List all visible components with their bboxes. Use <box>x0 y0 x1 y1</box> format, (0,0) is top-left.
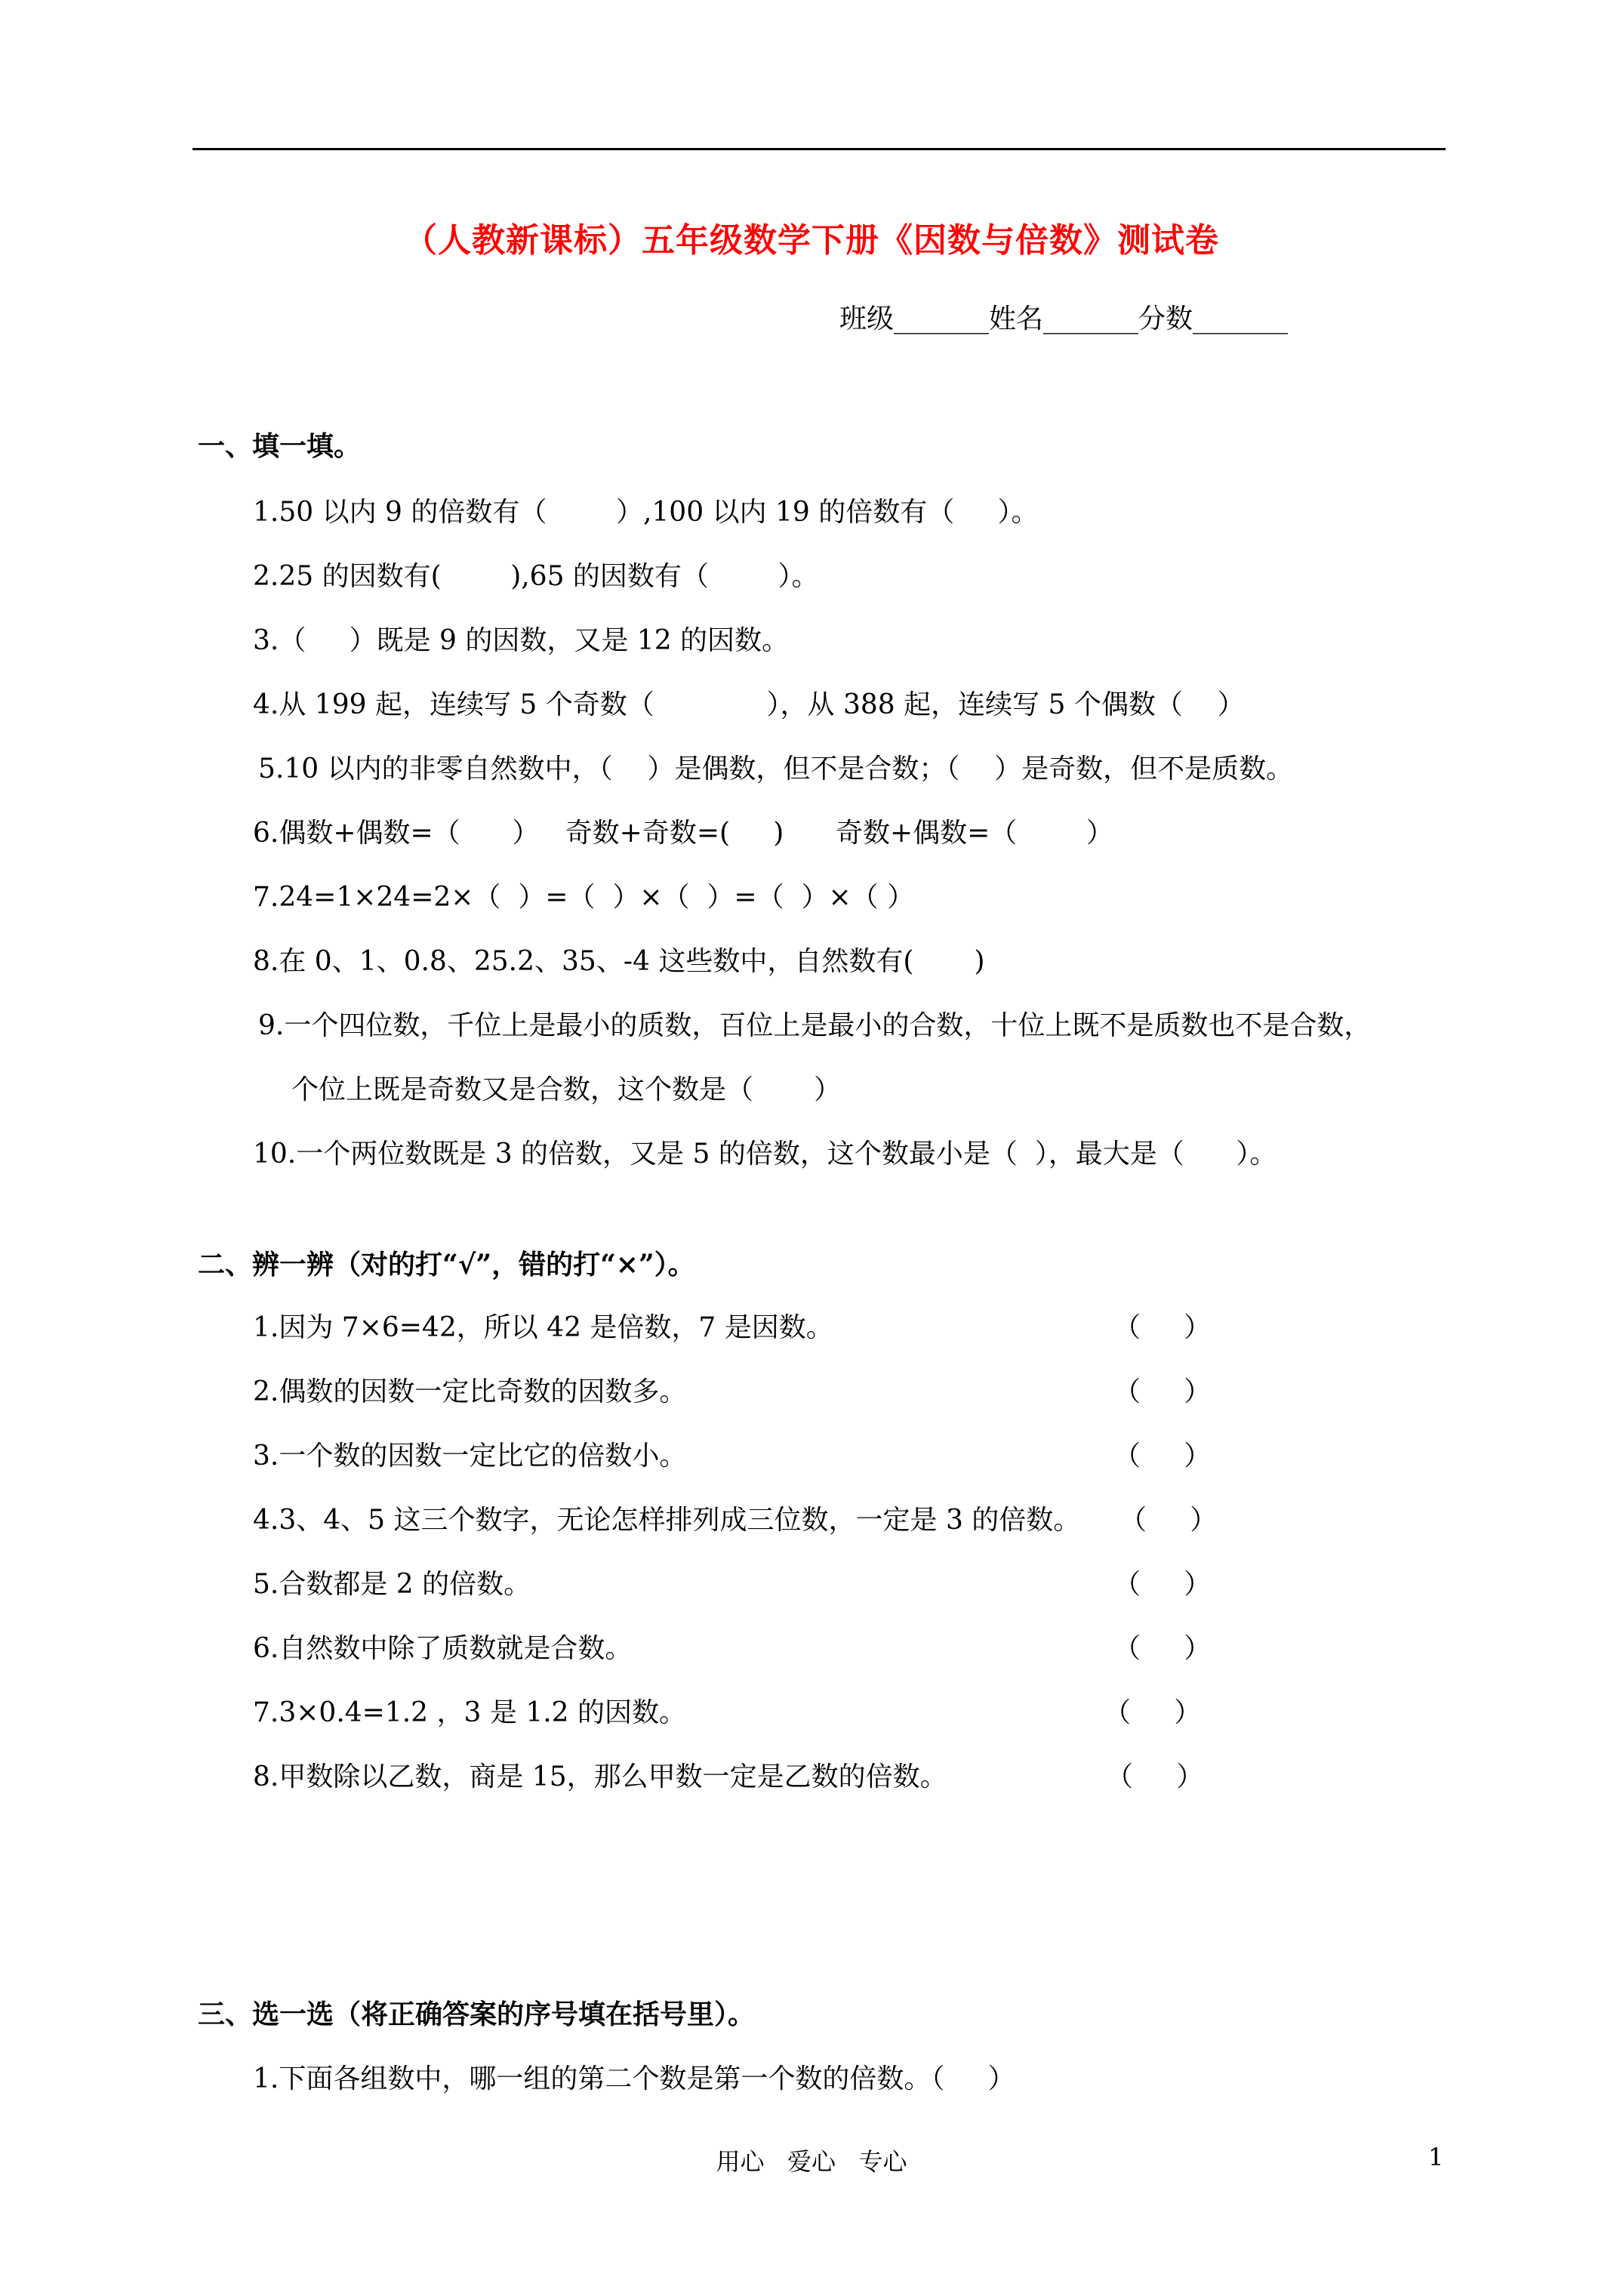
student-info-line: 班级_______姓名_______分数_______ <box>839 304 1289 334</box>
answer-paren: （ ） <box>1113 1569 1212 1600</box>
fill-item-9-cont: 个位上既是奇数又是合数，这个数是（ ） <box>291 1074 842 1105</box>
answer-paren: （ ） <box>1113 1376 1212 1407</box>
fill-item-9: 9.一个四位数，千位上是最小的质数，百位上是最小的合数，十位上既不是质数也不是合数， <box>258 1010 1372 1041</box>
judge-item-2: 2.偶数的因数一定比奇数的因数多。 <box>253 1376 687 1407</box>
fill-item-4: 4.从 199 起，连续写 5 个奇数（ ），从 388 起，连续写 5 个偶数（ ） <box>253 689 1245 720</box>
judge-item-3: 3.一个数的因数一定比它的倍数小。 <box>253 1441 687 1472</box>
page-footer: 用心 爱心 专心 <box>716 2147 907 2176</box>
judge-item-4: 4.3、4、5 这三个数字，无论怎样排列成三位数，一定是 3 的倍数。 <box>253 1505 1081 1536</box>
fill-item-10: 10.一个两位数既是 3 的倍数，又是 5 的倍数，这个数最小是（ ），最大是（ ）。 <box>253 1139 1277 1170</box>
header-rule <box>192 148 1446 150</box>
answer-paren: （ ） <box>1113 1633 1212 1664</box>
fill-item-3: 3.（ ）既是 9 的因数，又是 12 的因数。 <box>253 625 790 656</box>
fill-item-2: 2.25 的因数有( ),65 的因数有（ ）。 <box>253 561 819 592</box>
section-3-heading: 三、选一选（将正确答案的序号填在括号里）。 <box>198 1999 756 2030</box>
judge-item-1: 1.因为 7×6=42，所以 42 是倍数，7 是因数。 <box>253 1312 833 1343</box>
answer-paren: （ ） <box>1106 1761 1204 1792</box>
judge-item-7: 7.3×0.4=1.2 ，3 是 1.2 的因数。 <box>253 1697 687 1728</box>
page-title: （人教新课标）五年级数学下册《因数与倍数》测试卷 <box>404 221 1219 260</box>
fill-item-5: 5.10 以内的非零自然数中，（ ）是偶数，但不是合数；（ ）是奇数，但不是质数。 <box>258 754 1294 784</box>
judge-item-8: 8.甲数除以乙数，商是 15，那么甲数一定是乙数的倍数。 <box>253 1761 947 1792</box>
section-1-heading: 一、填一填。 <box>198 430 362 462</box>
judge-item-6: 6.自然数中除了质数就是合数。 <box>253 1633 633 1664</box>
fill-item-8: 8.在 0、1、0.8、25.2、35、-4 这些数中，自然数有( ) <box>253 946 985 977</box>
answer-paren: （ ） <box>1104 1697 1202 1728</box>
page-number: 1 <box>1428 2143 1444 2171</box>
answer-paren: （ ） <box>1113 1441 1212 1472</box>
section-2-heading: 二、辨一辨（对的打“√”，错的打“×”）。 <box>198 1249 695 1281</box>
answer-paren: （ ） <box>1119 1505 1218 1536</box>
judge-item-5: 5.合数都是 2 的倍数。 <box>253 1569 531 1600</box>
fill-item-6: 6.偶数+偶数=（ ） 奇数+奇数=( ) 奇数+偶数=（ ） <box>253 818 1113 849</box>
fill-item-7: 7.24=1×24=2×（ ）=（ ）×（ ）=（ ）×（ ） <box>253 882 915 913</box>
answer-paren: （ ） <box>1113 1312 1212 1343</box>
fill-item-1: 1.50 以内 9 的倍数有（ ）,100 以内 19 的倍数有（ ）。 <box>253 497 1039 528</box>
choice-item-1: 1.下面各组数中，哪一组的第二个数是第一个数的倍数。（ ） <box>253 2063 1015 2094</box>
